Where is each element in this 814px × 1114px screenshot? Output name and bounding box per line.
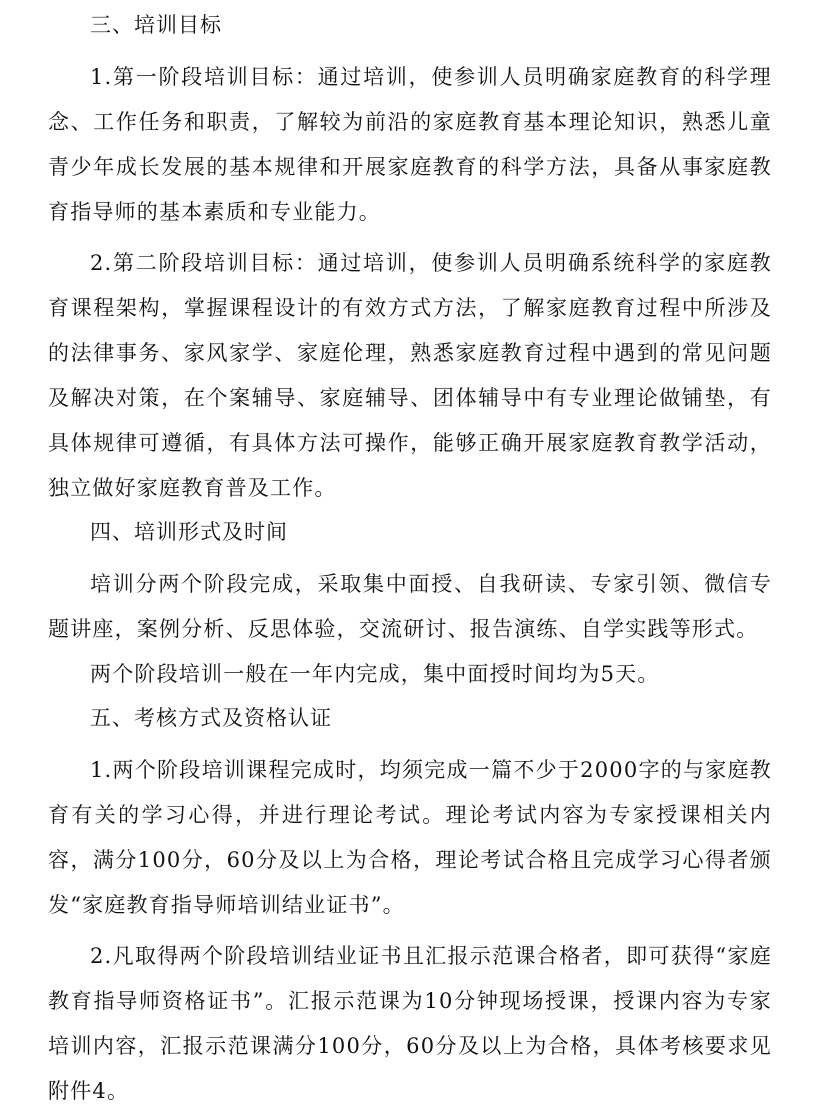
section-heading-training-format: 四、培训形式及时间 (90, 520, 288, 544)
section-heading-assessment: 五、考核方式及资格认证 (90, 706, 332, 730)
paragraph-training-time: 两个阶段培训一般在一年内完成，集中面授时间均为5天。 (90, 662, 660, 686)
paragraph-stage-one-goal: 1.第一阶段培训目标：通过培训，使参训人员明确家庭教育的科学理念、工作任务和职责，了解较为前沿的家庭教育基本理论知识，熟悉儿童青少年成长发展的基本规律和开展家庭教育的科学方法，具备从事家庭教育指导师的基本素质和专业能力。 (48, 65, 772, 224)
paragraph-stage-two-goal: 2.第二阶段培训目标：通过培训，使参训人员明确系统科学的家庭教育课程架构，掌握课程设计的有效方式方法，了解家庭教育过程中所涉及的法律事务、家风家学、家庭伦理，熟悉家庭教育过程中遇到的常见问题及解决对策，在个案辅导、家庭辅导、团体辅导中有专业理论做铺垫，有具体规律可遵循，有具体方法可操作，能够正确开展家庭教育教学活动，独立做好家庭教育普及工作。 (48, 251, 772, 500)
paragraph-assessment-one: 1.两个阶段培训课程完成时，均须完成一篇不少于2000字的与家庭教育有关的学习心得，并进行理论考试。理论考试内容为专家授课相关内容，满分100分，60分及以上为合格，理论考试合格且完成学习心得者颁发“家庭教育指导师培训结业证书”。 (48, 758, 772, 917)
section-heading-training-goals: 三、培训目标 (90, 13, 222, 37)
paragraph-assessment-two: 2.凡取得两个阶段培训结业证书且汇报示范课合格者，即可获得“家庭教育指导师资格证书”。汇报示范课为10分钟现场授课，授课内容为专家培训内容，汇报示范课满分100分，60分及以上为合格，具体考核要求见附件4。 (48, 944, 772, 1103)
document-page (48, 10, 772, 1114)
paragraph-training-format: 培训分两个阶段完成，采取集中面授、自我研读、专家引领、微信专题讲座，案例分析、反思体验，交流研讨、报告演练、自学实践等形式。 (48, 572, 772, 641)
